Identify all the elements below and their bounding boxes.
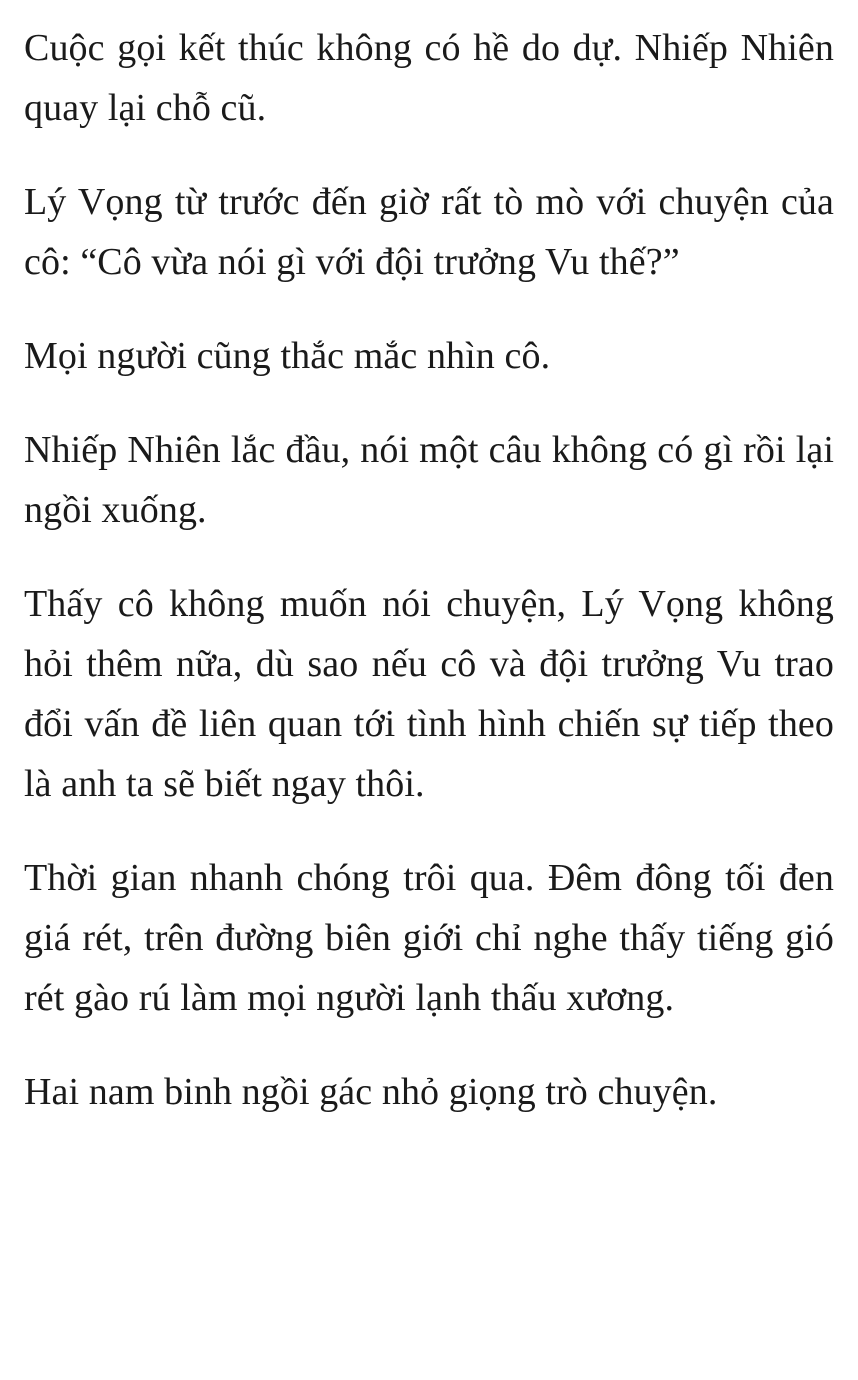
paragraph: Hai nam binh ngồi gác nhỏ giọng trò chuyện. [24, 1071, 718, 1114]
paragraph: Nhiếp Nhiên lắc đầu, nói một câu không có gì rồi lại ngồi xuống. [24, 429, 834, 532]
paragraph: Thấy cô không muốn nói chuyện, Lý Vọng không hỏi thêm nữa, dù sao nếu cô và đội trưởng Vu trao đổi vấn đề liên quan tới tình hình chiến sự tiếp theo là anh ta sẽ biết ngay thôi. [24, 583, 834, 806]
paragraph: Cuộc gọi kết thúc không có hề do dự. Nhiếp Nhiên quay lại chỗ cũ. [24, 27, 834, 130]
paragraph: Thời gian nhanh chóng trôi qua. Đêm đông tối đen giá rét, trên đường biên giới chỉ nghe thấy tiếng gió rét gào rú làm mọi người lạnh thấu xương. [24, 857, 834, 1020]
paragraph: Lý Vọng từ trước đến giờ rất tò mò với chuyện của cô: “Cô vừa nói gì với đội trưởng Vu thế?” [24, 181, 834, 284]
paragraph: Mọi người cũng thắc mắc nhìn cô. [24, 335, 551, 378]
